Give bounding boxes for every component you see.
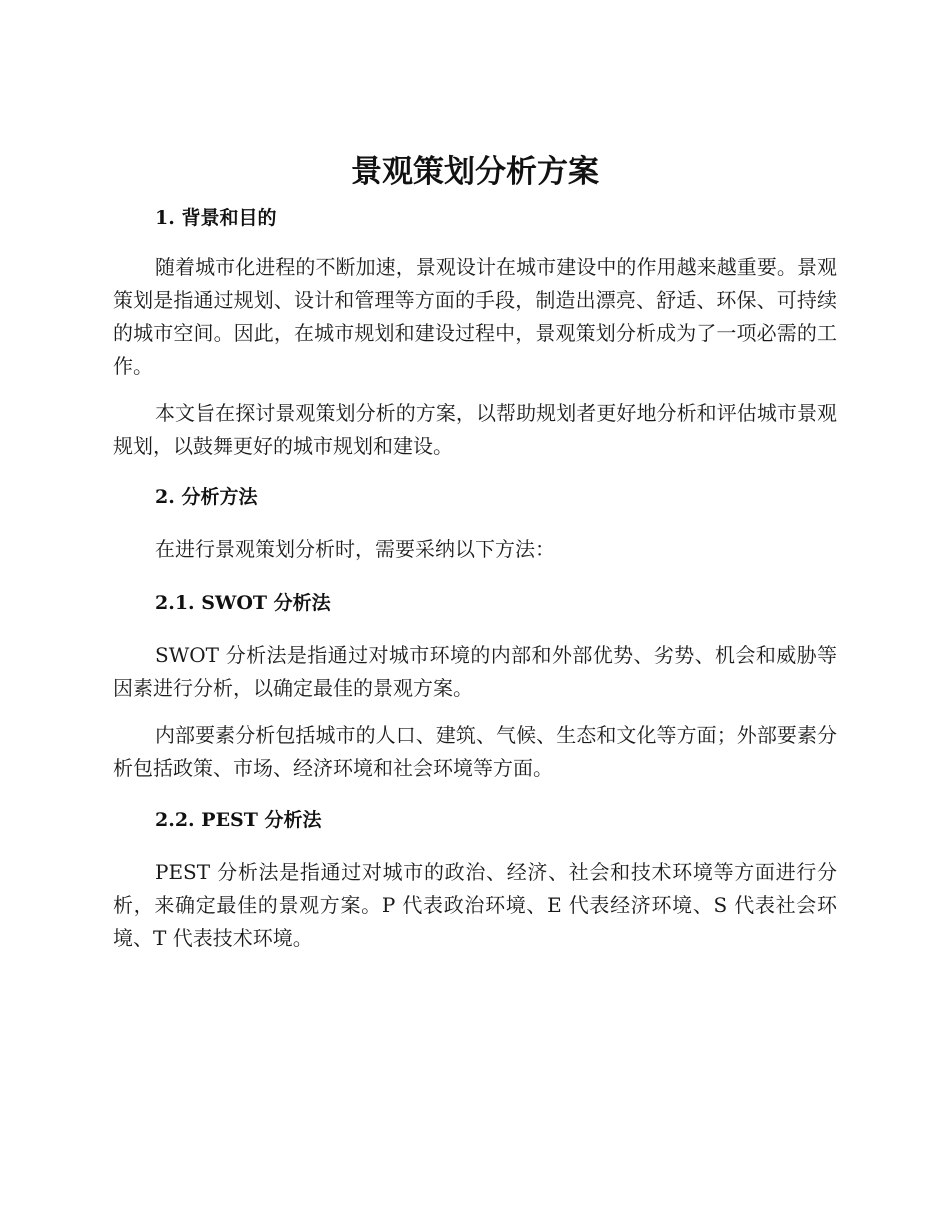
paragraph-methods-intro: 在进行景观策划分析时，需要采纳以下方法：: [155, 537, 555, 561]
section-heading-pest: 2.2. PEST 分析法: [155, 809, 322, 831]
paragraph-purpose: 本文旨在探讨景观策划分析的方案，以帮助规划者更好地分析和评估城市景观规划，以鼓舞更好的城市规划和建设。: [113, 401, 837, 458]
paragraph-swot-factors: 内部要素分析包括城市的人口、建筑、气候、生态和文化等方面；外部要素分析包括政策、市场、经济环境和社会环境等方面。: [113, 723, 837, 780]
section-heading-swot: 2.1. SWOT 分析法: [155, 592, 331, 614]
section-heading-background: 1. 背景和目的: [155, 207, 277, 229]
section-heading-methods: 2. 分析方法: [155, 486, 258, 508]
paragraph-background: 随着城市化进程的不断加速，景观设计在城市建设中的作用越来越重要。景观策划是指通过规划、设计和管理等方面的手段，制造出漂亮、舒适、环保、可持续的城市空间。因此，在城市规划和建设过程中，景观策划分析成为了一项必需的工作。: [113, 255, 837, 378]
paragraph-pest-definition: PEST 分析法是指通过对城市的政治、经济、社会和技术环境等方面进行分析，来确定最佳的景观方案。P 代表政治环境、E 代表经济环境、S 代表社会环境、T 代表技术环境。: [113, 860, 837, 950]
document-page: [113, 148, 837, 955]
paragraph-swot-definition: SWOT 分析法是指通过对城市环境的内部和外部优势、劣势、机会和威胁等因素进行分析，以确定最佳的景观方案。: [113, 643, 837, 700]
document-title: 景观策划分析方案: [351, 154, 599, 190]
